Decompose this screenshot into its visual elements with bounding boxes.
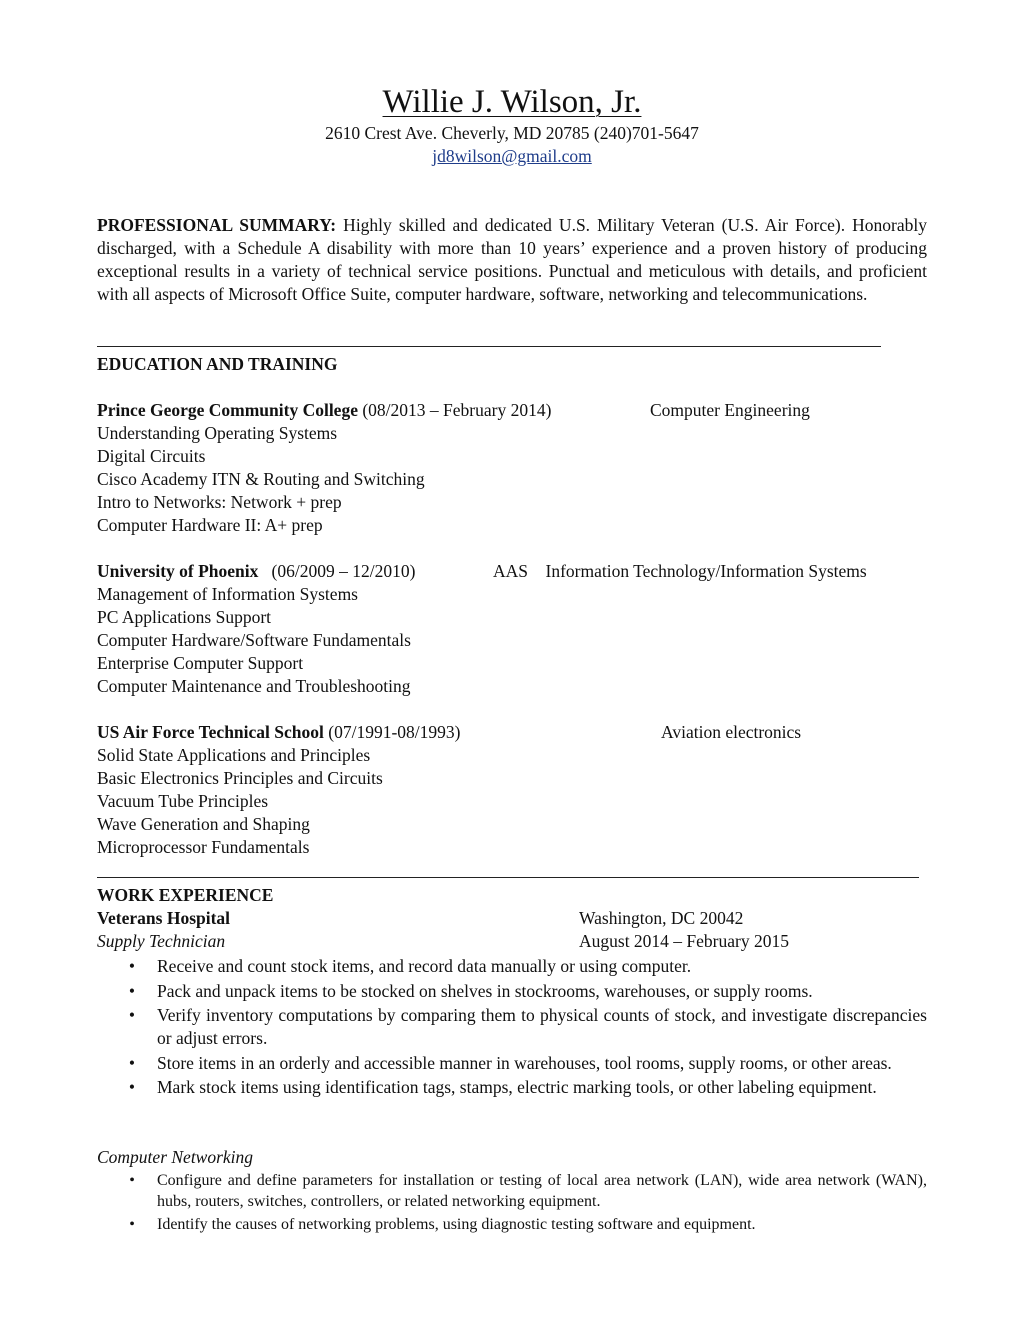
school-dates: (08/2013 – February 2014) [357, 400, 552, 420]
bullet-icon: • [129, 1172, 135, 1189]
name-text: Willie J. Wilson, Jr. [382, 84, 642, 120]
list-item: • Verify inventory computations by comparing them to physical counts of stock, and investigate discrepancies or adjust errors. [125, 1004, 927, 1050]
job-title: Supply Technician [97, 931, 226, 951]
subsection-title: Computer Networking [97, 1147, 254, 1167]
summary-text: Highly skilled and dedicated U.S. Military Veteran (U.S. Air Force). Honorably discharged, with a Schedule A disability with more than 10 years’ experience and a proven history of producing exceptional results in a variety of technical service positions. Punctual and meticulous with details, and proficient with all aspects of Microsoft Office Suite, computer hardware, software, networking and telecommunications. [97, 215, 927, 304]
employer-name: Veterans Hospital [97, 908, 231, 928]
section-divider [97, 877, 919, 878]
job-dates: August 2014 – February 2015 [579, 931, 789, 951]
school-dates: (07/1991-08/1993) [323, 722, 461, 742]
employer-line [97, 907, 937, 930]
course-item: Intro to Networks: Network + prep [97, 492, 342, 512]
networking-duties-list [125, 1170, 927, 1236]
school-program: Computer Engineering [650, 400, 810, 420]
school-name: US Air Force Technical School [97, 722, 324, 742]
course-item: Computer Maintenance and Troubleshooting [97, 676, 411, 696]
school-entry [97, 721, 937, 859]
bullet-icon: • [129, 1215, 135, 1233]
employer-location: Washington, DC 20042 [579, 908, 744, 928]
contact-email [0, 145, 1024, 167]
course-item: Cisco Academy ITN & Routing and Switching [97, 469, 425, 489]
bullet-icon: • [128, 1005, 136, 1025]
duties-list [125, 955, 927, 1101]
course-item: Enterprise Computer Support [97, 653, 304, 673]
list-item: • Mark stock items using identification tags, stamps, electric marking tools, or other labeling equipment. [125, 1076, 927, 1099]
course-item: Management of Information Systems [97, 584, 358, 604]
school-header [97, 721, 937, 744]
school-program: Aviation electronics [661, 722, 802, 742]
course-item: Understanding Operating Systems [97, 423, 338, 443]
school-dates: (06/2009 – 12/2010) [258, 561, 416, 581]
course-item: PC Applications Support [97, 607, 272, 627]
education-section [97, 353, 937, 859]
list-item: • Store items in an orderly and accessible manner in warehouses, tool rooms, supply rooms, or other areas. [125, 1052, 927, 1075]
list-item: • Pack and unpack items to be stocked on shelves in stockrooms, warehouses, or supply rooms. [125, 980, 927, 1003]
work-section [97, 884, 937, 953]
section-divider [97, 346, 881, 347]
contact-address: 2610 Crest Ave. Cheverly, MD 20785 (240)701-5647 [325, 123, 699, 143]
list-item: • Receive and count stock items, and record data manually or using computer. [125, 955, 927, 978]
professional-summary [97, 214, 927, 306]
course-item: Vacuum Tube Principles [97, 791, 269, 811]
list-item: • Identify the causes of networking problems, using diagnostic testing software and equipment. [125, 1214, 927, 1235]
resume-name [0, 82, 1024, 122]
position-line [97, 930, 937, 953]
course-item: Basic Electronics Principles and Circuits [97, 768, 383, 788]
course-item: Solid State Applications and Principles [97, 745, 371, 765]
school-program: AAS Information Technology/Information Systems [493, 561, 867, 581]
course-item: Computer Hardware II: A+ prep [97, 515, 323, 535]
education-heading: EDUCATION AND TRAINING [97, 354, 338, 374]
course-item: Wave Generation and Shaping [97, 814, 310, 834]
summary-label: PROFESSIONAL SUMMARY: [97, 215, 337, 235]
list-item: • Configure and define parameters for installation or testing of local area network (LAN), wide area network (WAN), hubs, routers, switches, controllers, or related networking equipment. [125, 1170, 927, 1212]
bullet-icon: • [128, 1077, 136, 1097]
bullet-icon: • [128, 980, 136, 1001]
school-header [97, 560, 937, 583]
school-name: University of Phoenix [97, 561, 259, 581]
school-header [97, 399, 937, 422]
course-item: Digital Circuits [97, 446, 206, 466]
bullet-icon: • [128, 956, 136, 976]
bullet-icon: • [128, 1052, 136, 1073]
school-entry [97, 560, 937, 698]
work-heading: WORK EXPERIENCE [97, 885, 274, 905]
course-item: Computer Hardware/Software Fundamentals [97, 630, 411, 650]
course-item: Microprocessor Fundamentals [97, 837, 310, 857]
school-entry [97, 399, 937, 537]
email-link[interactable]: jd8wilson@gmail.com [432, 146, 592, 166]
school-name: Prince George Community College [97, 400, 358, 420]
